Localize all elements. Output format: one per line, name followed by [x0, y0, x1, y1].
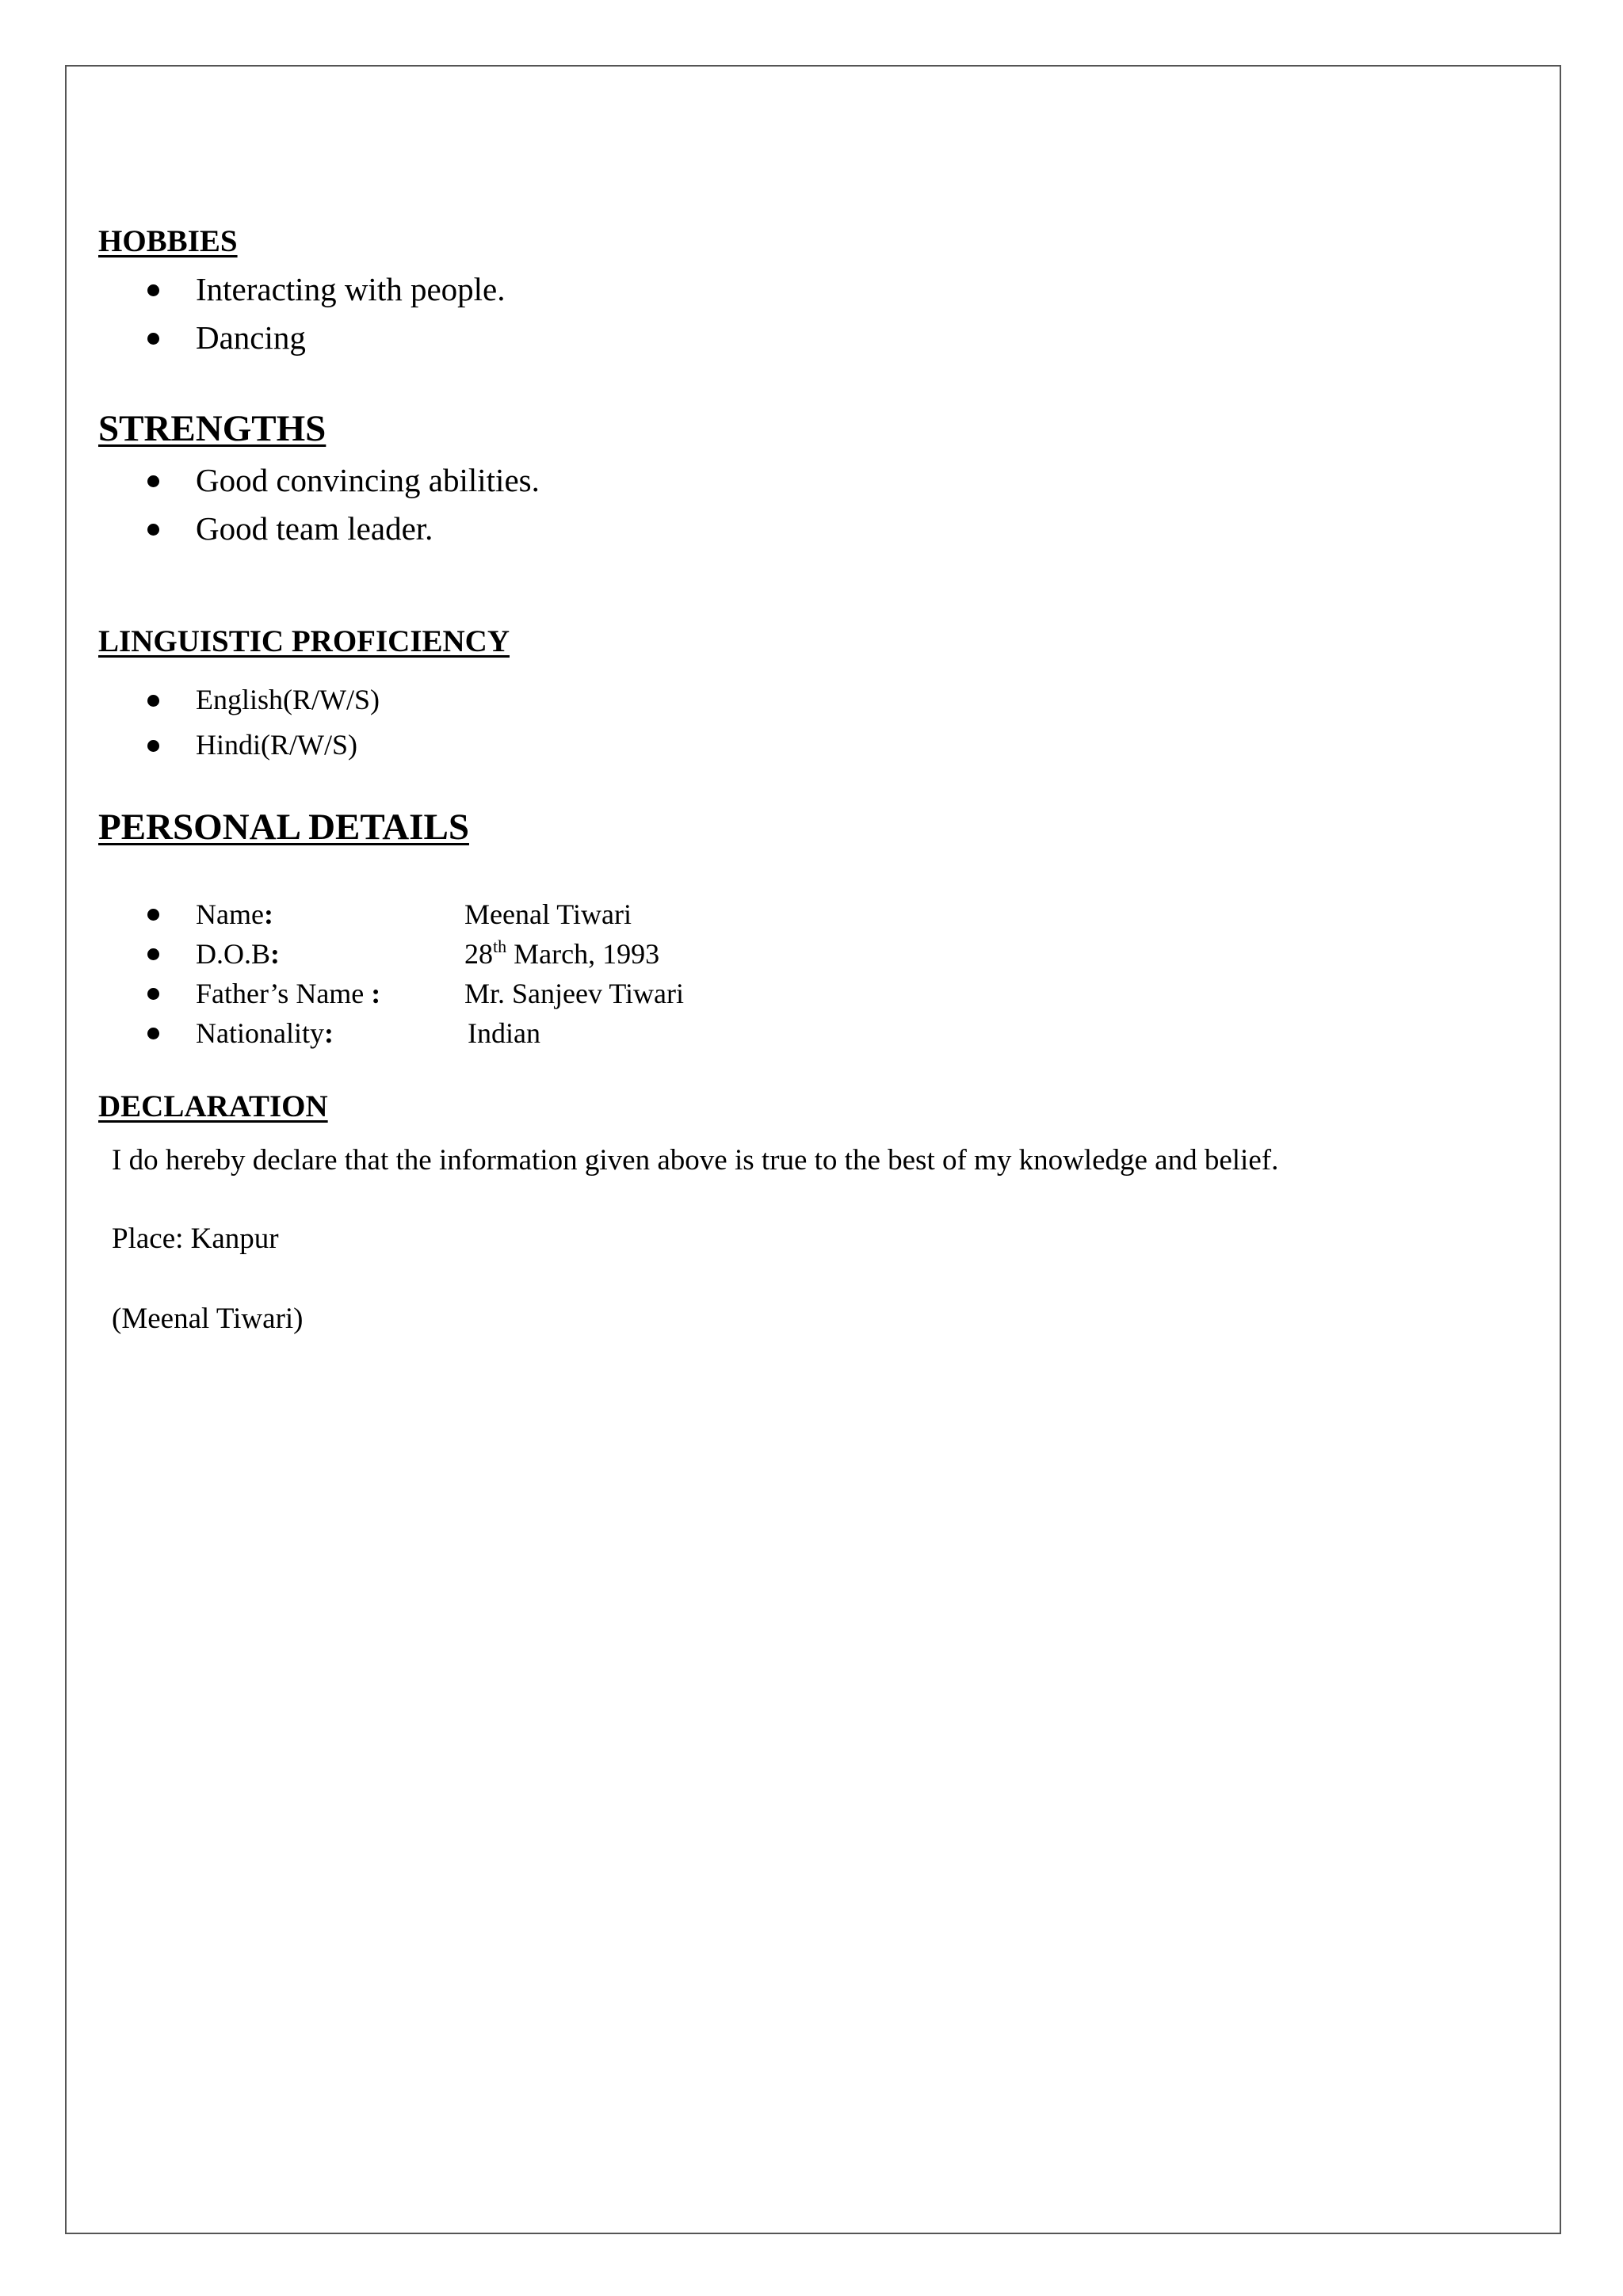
list-item: Nationality: Indian: [98, 1013, 684, 1053]
bullet-icon: [147, 1028, 159, 1039]
bullet-icon: [147, 695, 159, 707]
list-item: English(R/W/S): [98, 677, 380, 723]
name-value: Meenal Tiwari: [464, 898, 632, 930]
personal-details-list: [98, 894, 684, 1053]
linguistic-list: [98, 677, 380, 768]
list-item: Name: Meenal Tiwari: [98, 894, 684, 934]
father-name-value: Mr. Sanjeev Tiwari: [464, 978, 685, 1009]
nationality-value: Indian: [468, 1017, 540, 1049]
personal-details-heading: PERSONAL DETAILS: [98, 807, 469, 848]
bullet-icon: [147, 333, 159, 345]
list-item: Dancing: [98, 314, 506, 362]
bullet-icon: [147, 475, 159, 487]
declaration-heading: DECLARATION: [98, 1089, 328, 1123]
bullet-icon: [147, 909, 159, 921]
bullet-icon: [147, 284, 159, 296]
dob-value: 28th March, 1993: [464, 936, 660, 970]
linguistic-heading: LINGUISTIC PROFICIENCY: [98, 624, 510, 658]
strengths-heading: STRENGTHS: [98, 408, 327, 449]
bullet-icon: [147, 988, 159, 1000]
bullet-icon: [147, 948, 159, 960]
bullet-icon: [147, 740, 159, 752]
hobbies-heading: HOBBIES: [98, 224, 238, 258]
list-item: Father’s Name : Mr. Sanjeev Tiwari: [98, 974, 684, 1013]
list-item: Interacting with people.: [98, 265, 506, 314]
list-item: Good team leader.: [98, 505, 540, 553]
list-item: Hindi(R/W/S): [98, 723, 380, 768]
place-text: Place: Kanpur: [112, 1222, 279, 1255]
bullet-icon: [147, 524, 159, 536]
hobbies-list: [98, 265, 506, 362]
declaration-statement: I do hereby declare that the information given above is true to the best of my knowledge and belief.: [112, 1144, 1279, 1177]
signature-text: (Meenal Tiwari): [112, 1302, 304, 1335]
list-item: D.O.B: 28th March, 1993: [98, 934, 684, 974]
strengths-list: [98, 456, 540, 553]
list-item: Good convincing abilities.: [98, 456, 540, 505]
